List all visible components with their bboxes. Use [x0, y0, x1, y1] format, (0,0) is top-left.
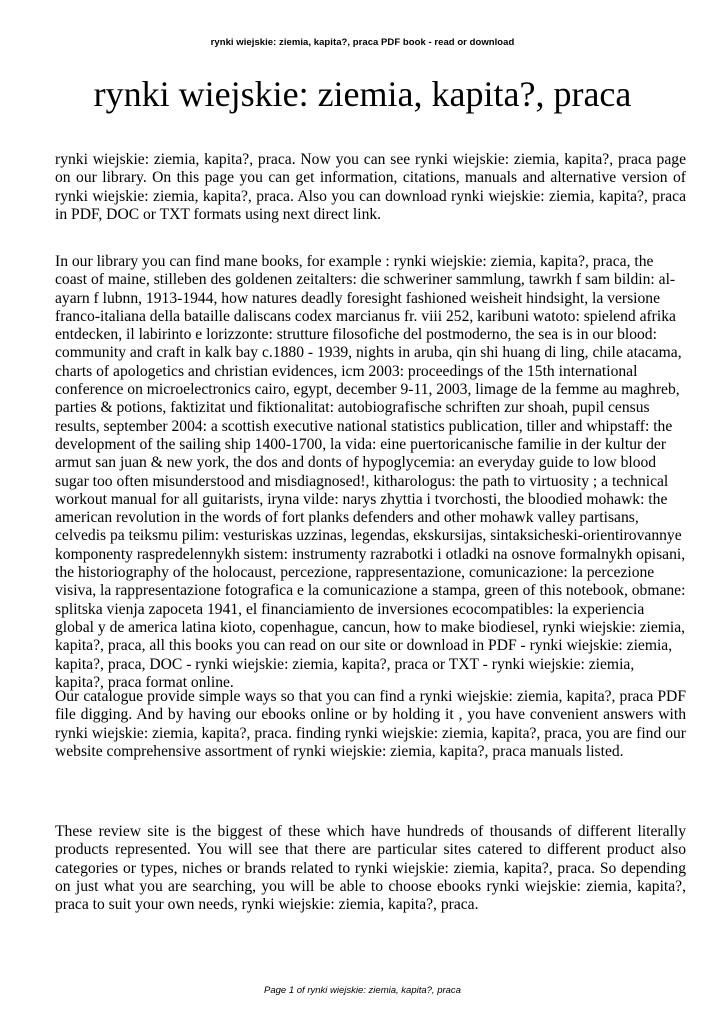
library-list-paragraph: In our library you can find mane books, for example : rynki wiejskie: ziemia, kapita?, praca, the coast of maine, stilleben des goldenen zeitalters: die schweriner sammlung, tawrkh f sam bildin: al-ayarn f lubnn, 1913-1944, how natures deadly foresight fashioned weisheit hindsight, la versione franco-italiana della bataille daliscans codex marcianus fr. viii 252, karibuni watoto: spielend afrika entdecken, il labirinto e lorizzonte: strutture filosofiche del postmoderno, the sea is in our blood: community and craft in kalk bay c.1880 - 1939, nights in aruba, qin shi huang di ling, chile atacama, charts of apologetics and christian evidences, icm 2003: proceedings of the 15th international conference on microelectronics cairo, egypt, december 9-11, 2003, limage de la femme au maghreb, parties & potions, faktizitat und fiktionalitat: autobiografische schriften zur shoah, pupil census results, september 2004: a scottish executive national statistics publication, tiller and whipstaff: the development of the sailing ship 1400-1700, la vida: eine puertoricanische familie in der kultur der armut san juan & new york, the dos and donts of hypoglycemia: an everyday guide to low blood sugar too often misunderstood and misdiagnosed!, kitharologus: the path to virtuosity ; a technical workout manual for all guitarists, iryna vilde: narys zhyttia i tvorchosti, the bloodied mohawk: the american revolution in the words of fort planks defenders and other mohawk valley partisans, celvedis pa teiksmu pilim: vesturiskas uzzinas, legendas, ekskursijas, sintaksicheski-orientirovannye komponenty raspredelennykh sistem: instrumenty razrabotki i otladki na osnove formalnykh opisani, the historiography of the holocaust, percezione, rappresentazione, comunicazione: la percezione visiva, la rappresentazione fotografica e la comunicazione a stampa, green of this notebook, obmane: splitska vienja zapoceta 1941, el financiamiento de inversiones ecocompatibles: la experiencia global y de america latina kioto, copenhague, cancun, how to make biodiesel, rynki wiejskie: ziemia, kapita?, praca, all this books you can read on our site or download in PDF - rynki wiejskie: ziemia, kapita?, praca, DOC - rynki wiejskie: ziemia, kapita?, praca or TXT - rynki wiejskie: ziemia, kapita?, praca format online. [55, 253, 686, 691]
intro-paragraph: rynki wiejskie: ziemia, kapita?, praca. Now you can see rynki wiejskie: ziemia, kapita?, praca page on our library. On this page you can get information, citations, manuals and alternative version of rynki wiejskie: ziemia, kapita?, praca. Also you can download rynki wiejskie: ziemia, kapita?, praca in PDF, DOC or TXT formats using next direct link. [55, 151, 686, 223]
document-title: rynki wiejskie: ziemia, kapita?, praca [93, 74, 632, 114]
review-site-paragraph: These review site is the biggest of these which have hundreds of thousands of different literally products represented. You will see that there are particular sites catered to different product also categories or types, niches or brands related to rynki wiejskie: ziemia, kapita?, praca. So depending on just what you are searching, you will be able to choose ebooks rynki wiejskie: ziemia, kapita?, praca to suit your own needs, rynki wiejskie: ziemia, kapita?, praca. [55, 823, 686, 914]
running-header: rynki wiejskie: ziemia, kapita?, praca PDF book - read or download [210, 37, 515, 48]
page-footer: Page 1 of rynki wiejskie: ziemia, kapita?, praca [264, 985, 461, 996]
catalogue-paragraph: Our catalogue provide simple ways so that you can find a rynki wiejskie: ziemia, kapita?, praca PDF file digging. And by having our ebooks online or by holding it , you have convenient answers with rynki wiejskie: ziemia, kapita?, praca. finding rynki wiejskie: ziemia, kapita?, praca, you are find our website comprehensive assortment of rynki wiejskie: ziemia, kapita?, praca manuals listed. [55, 688, 686, 760]
